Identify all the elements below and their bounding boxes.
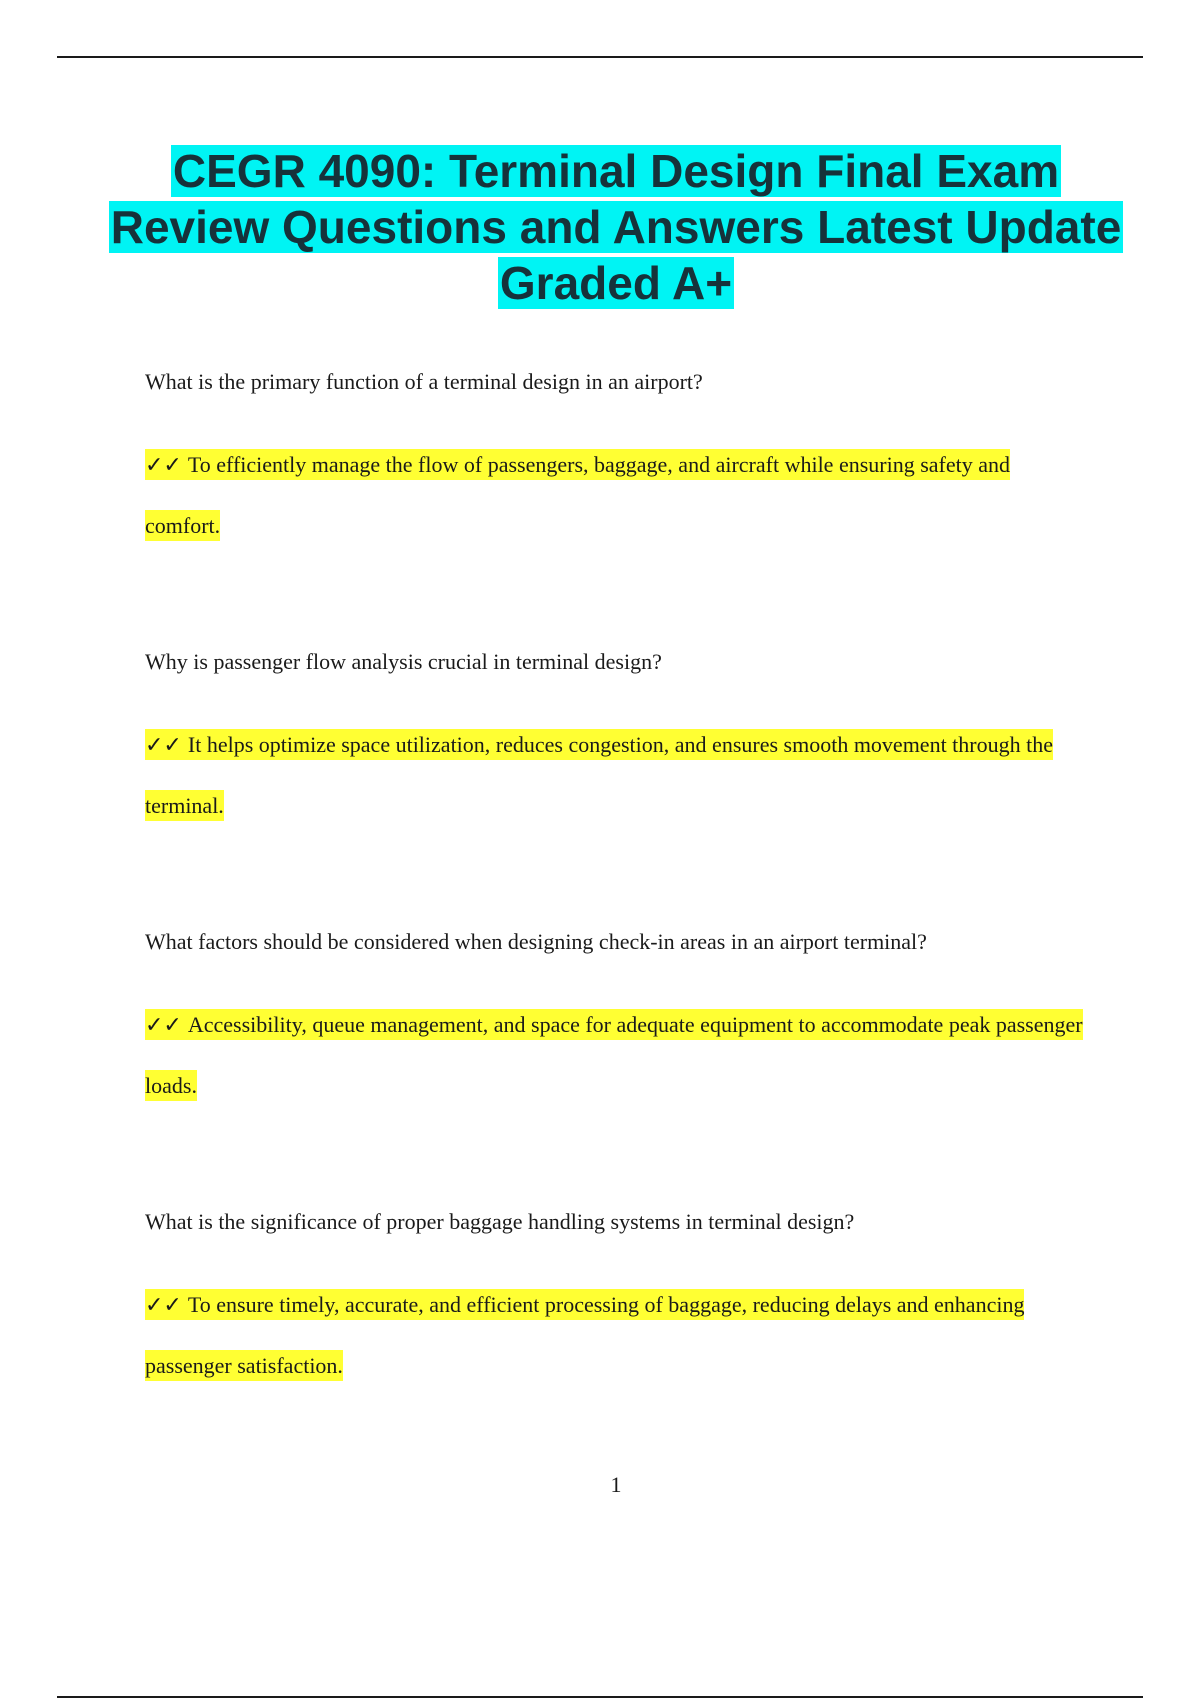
answer-block	[145, 1275, 1085, 1396]
answer-text: To efficiently manage the flow of passengers, baggage, and aircraft while ensuring safety and comfort.	[145, 452, 1011, 538]
double-check-icon: ✓✓	[145, 733, 182, 758]
answer-block	[145, 995, 1085, 1116]
bottom-rule	[57, 1696, 1143, 1698]
double-check-icon: ✓✓	[145, 453, 182, 478]
answer-text: Accessibility, queue management, and space for adequate equipment to accommodate peak passenger loads.	[145, 1012, 1083, 1098]
qa-item	[145, 927, 1085, 1116]
question-text: What is the significance of proper baggage handling systems in terminal design?	[145, 1209, 855, 1234]
question-text: What is the primary function of a terminal design in an airport?	[145, 369, 703, 394]
document-title-text: CEGR 4090: Terminal Design Final Exam Review Questions and Answers Latest Update Graded A+	[110, 145, 1122, 309]
answer-block	[145, 715, 1085, 836]
question-text: What factors should be considered when designing check-in areas in an airport terminal?	[145, 929, 927, 954]
answer-text: It helps optimize space utilization, reduces congestion, and ensures smooth movement through the terminal.	[145, 732, 1053, 818]
top-rule	[57, 56, 1143, 58]
answer-highlight	[145, 1009, 1083, 1101]
page-number: 1	[610, 1472, 622, 1497]
qa-item	[145, 1207, 1085, 1396]
answer-highlight	[145, 1289, 1024, 1381]
qa-item	[145, 367, 1085, 556]
answer-highlight	[145, 449, 1010, 541]
answer-text: To ensure timely, accurate, and efficient processing of baggage, reducing delays and enhancing passenger satisfaction.	[145, 1292, 1025, 1378]
answer-highlight	[145, 729, 1053, 821]
qa-item	[145, 647, 1085, 836]
double-check-icon: ✓✓	[145, 1293, 182, 1318]
question-text: Why is passenger flow analysis crucial in terminal design?	[145, 649, 662, 674]
double-check-icon: ✓✓	[145, 1013, 182, 1038]
document-title	[100, 143, 1132, 311]
answer-block	[145, 435, 1085, 556]
